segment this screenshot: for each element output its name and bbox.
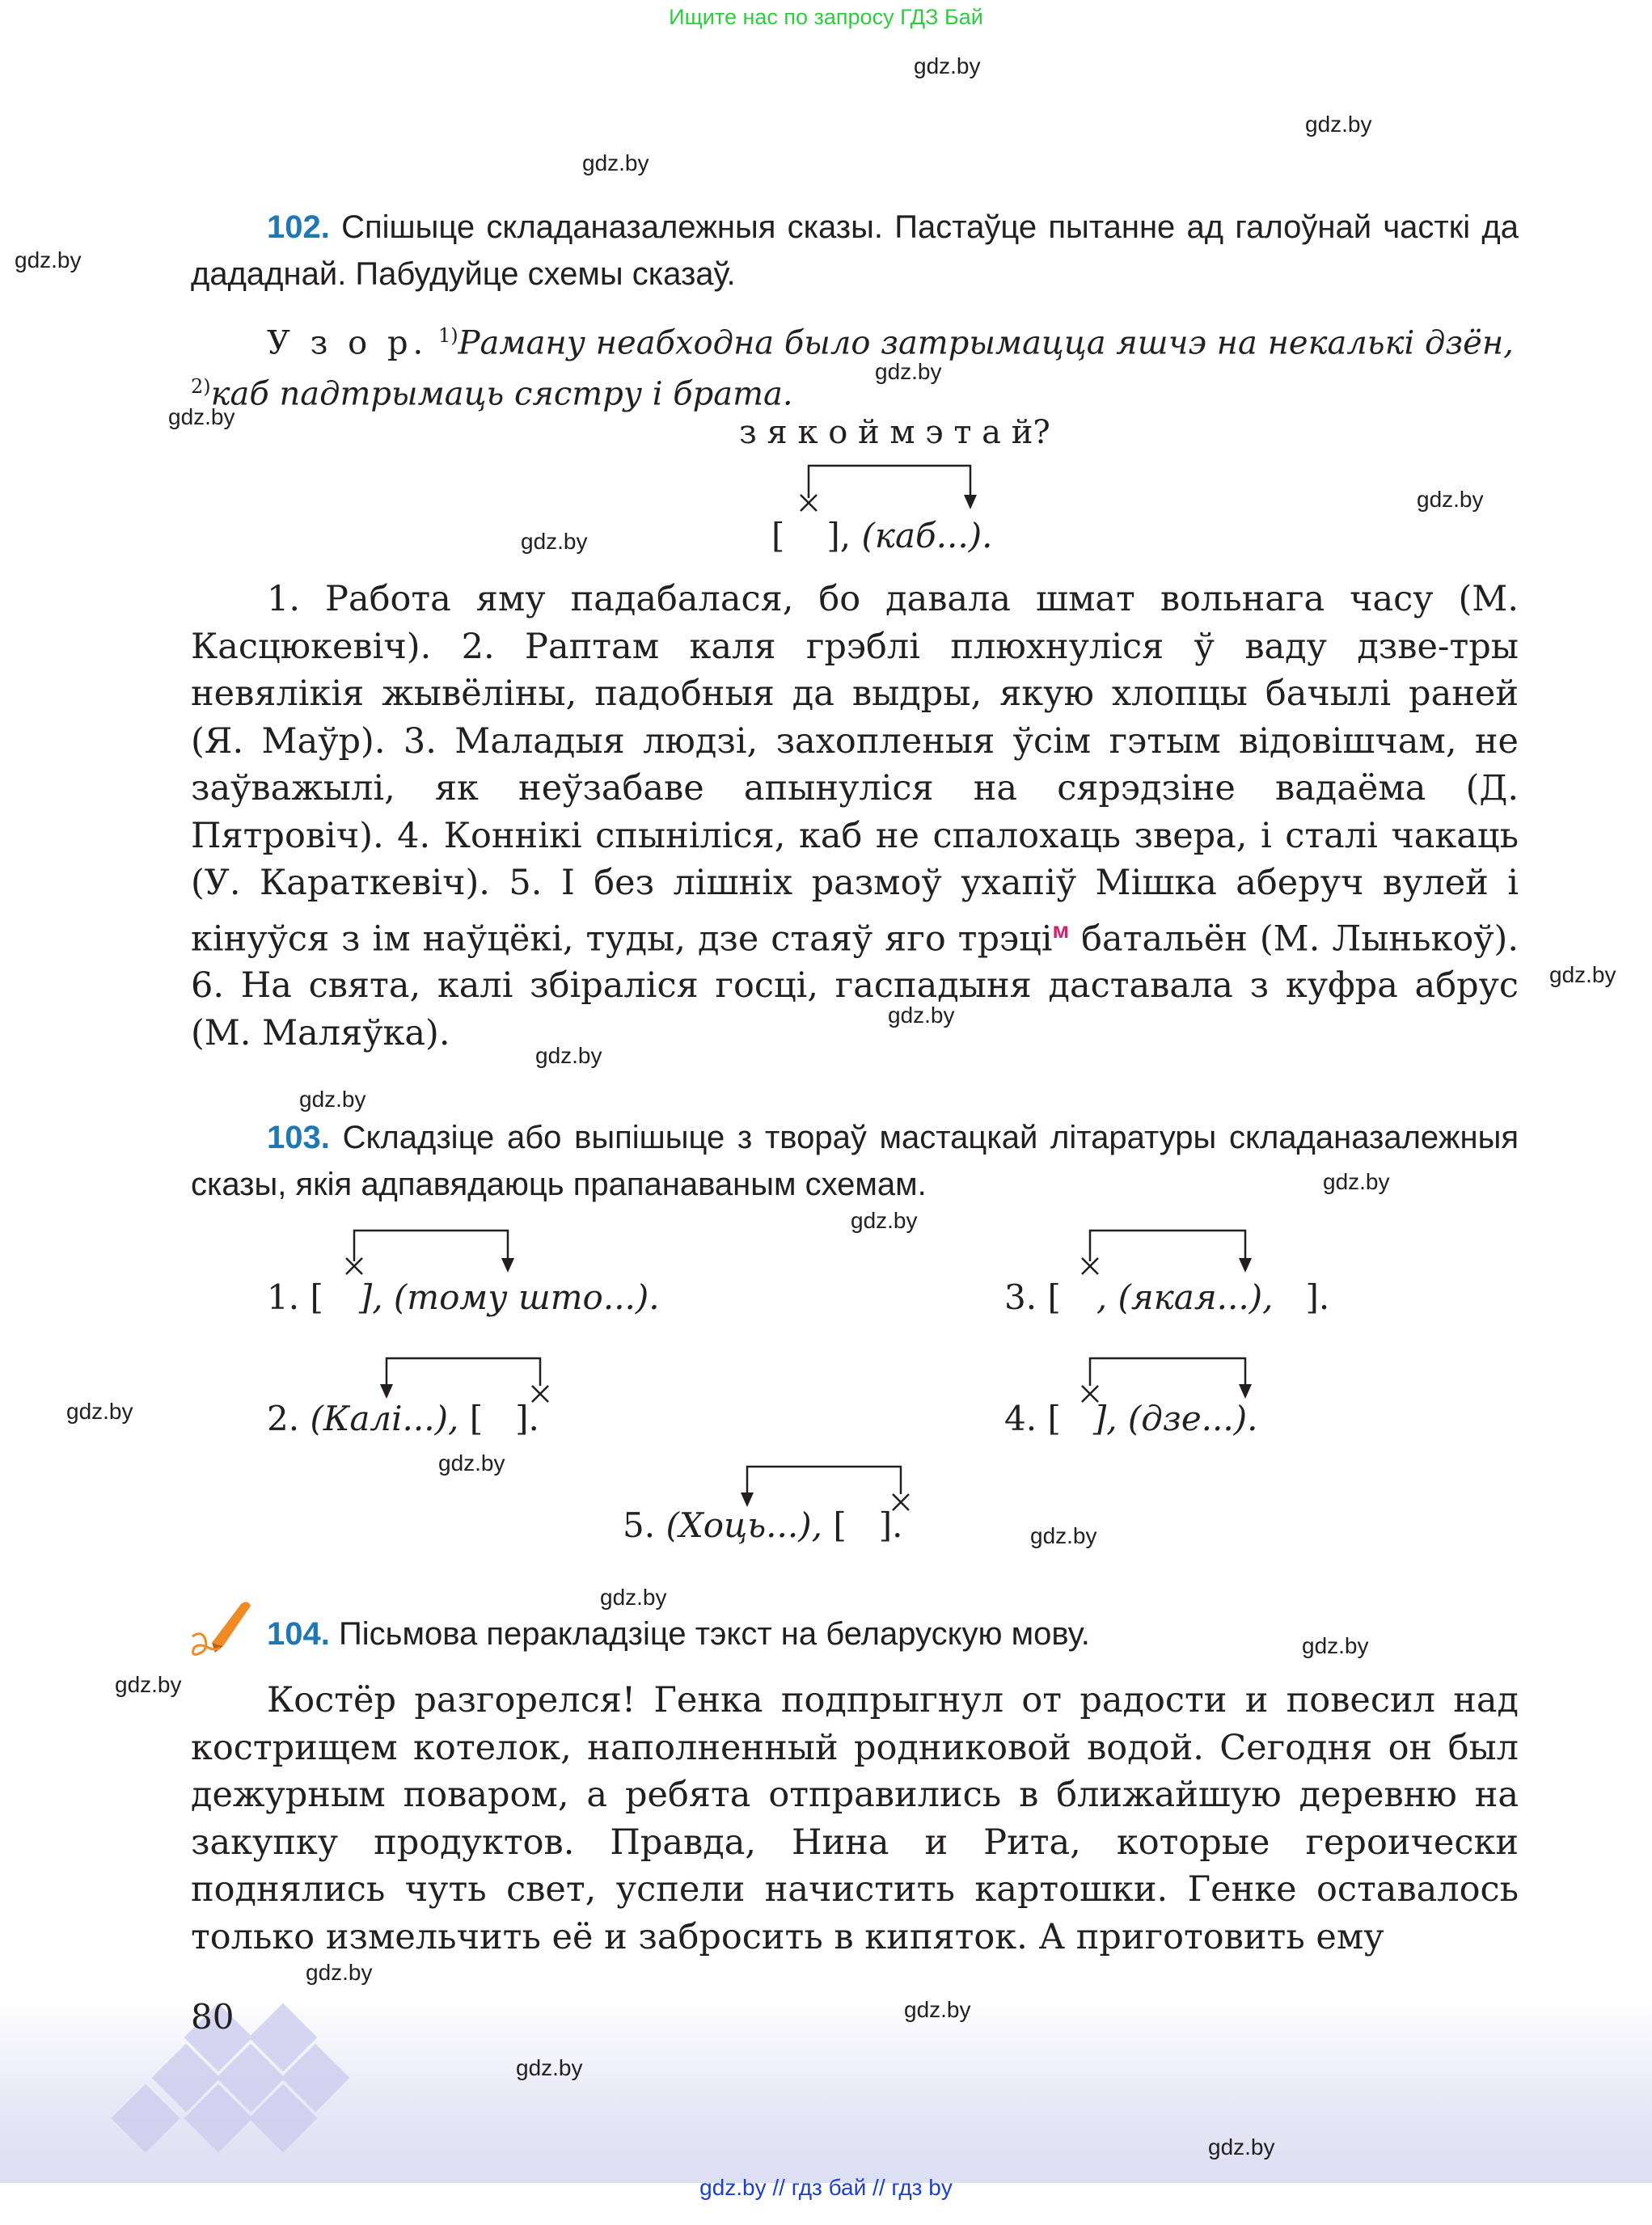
watermark: gdz.by xyxy=(914,53,981,78)
scheme-text: ], (тому што...). xyxy=(358,1277,660,1317)
sentences-text: батальён (М. Лынькоў). 6. На свята, калі збіраліся госці, гаспадыня даставала з куфра абрус (М. Маляўка). xyxy=(191,918,1519,1053)
scheme-bracket: ]. xyxy=(515,1399,539,1438)
scheme-text: , (якая...), xyxy=(1096,1277,1274,1317)
scheme-arrow xyxy=(792,459,987,516)
exercise-number: 104. xyxy=(267,1616,330,1652)
scheme-2 xyxy=(267,1399,539,1438)
scheme-bracket: [ xyxy=(469,1399,484,1438)
watermark: gdz.by xyxy=(1302,1633,1369,1658)
scheme-text: ], (дзе...). xyxy=(1092,1399,1258,1438)
watermark: gdz.by xyxy=(521,529,588,554)
scheme-bracket: [ xyxy=(310,1277,323,1317)
watermark: gdz.by xyxy=(535,1043,602,1068)
exercise-103-task xyxy=(191,1114,1519,1208)
page-number: 80 xyxy=(191,1997,234,2037)
exercise-104-task xyxy=(267,1611,1519,1657)
scheme-5 xyxy=(623,1505,902,1545)
scheme-number: 4. xyxy=(1004,1399,1037,1438)
clause-marker: 2) xyxy=(191,375,211,399)
scheme-1-arrow xyxy=(340,1222,518,1279)
sample-sentence-part: каб падтрымаць сястру і брата. xyxy=(210,375,793,413)
scheme-bracket: ]. xyxy=(878,1505,903,1545)
scheme-text: (Хоць...), xyxy=(665,1505,822,1545)
sample-label: У з о р. xyxy=(267,324,429,362)
watermark: gdz.by xyxy=(1208,2134,1275,2160)
footnote-marker: м xyxy=(1052,917,1070,943)
scheme-number: 3. xyxy=(1004,1277,1037,1317)
watermark: gdz.by xyxy=(15,247,82,272)
sample-sentence-part: Раману неабходна было затрымацца яшчэ на некалькі дзён, xyxy=(458,324,1514,362)
pen-icon xyxy=(188,1598,256,1662)
scheme-number: 1. xyxy=(267,1277,300,1317)
watermark: gdz.by xyxy=(438,1450,505,1476)
diamond-pattern-decoration xyxy=(73,1997,412,2183)
scheme-3-arrow xyxy=(1075,1222,1270,1279)
scheme-bracket: [ xyxy=(1047,1399,1061,1438)
watermark: gdz.by xyxy=(904,1997,971,2022)
watermark: gdz.by xyxy=(582,150,649,175)
exercise-102-sample xyxy=(191,314,1519,416)
scheme-number: 5. xyxy=(623,1505,656,1545)
watermark: gdz.by xyxy=(1305,112,1372,137)
watermark: gdz.by xyxy=(1549,962,1616,987)
task-text: Складзіце або выпішыце з твораў мастацкай літаратуры складаназалежныя сказы, якія адпавядаюць прапанаваным схемам. xyxy=(191,1120,1519,1202)
scheme-4-arrow xyxy=(1075,1347,1270,1405)
sample-scheme xyxy=(771,516,992,555)
watermark: gdz.by xyxy=(1323,1169,1390,1194)
watermark: gdz.by xyxy=(875,359,942,384)
watermark: gdz.by xyxy=(600,1585,667,1610)
scheme-number: 2. xyxy=(267,1399,300,1438)
scheme-bracket: ]. xyxy=(1305,1277,1330,1317)
bottom-links: gdz.by // гдз бай // гдз by xyxy=(699,2175,953,2200)
watermark: gdz.by xyxy=(306,1960,373,1985)
clause-marker: 1) xyxy=(438,324,458,347)
exercise-104-text: Костёр разгорелся! Генка подпрыгнул от радости и повесил над кострищем котелок, наполненный родниковой водой. Сегодня он был дежурным поваром, а ребята отправились в ближайшую деревню на закупку продуктов. Правда, Нина и Рита, которые героически поднялись чуть свет, успели начистить картошки. Генке оставалось только измельчить её и забросить в кипяток. А приготовить ему xyxy=(191,1680,1519,1957)
scheme-4 xyxy=(1004,1399,1257,1438)
task-text: Пісьмова перакладзіце тэкст на беларускую мову. xyxy=(338,1616,1090,1652)
scheme-subordinate: (каб...). xyxy=(861,516,993,555)
scheme-text: (Калі...), xyxy=(310,1399,459,1438)
exercise-number: 103. xyxy=(267,1120,330,1155)
task-text: Спішыце складаназалежныя сказы. Пастаўце пытанне ад галоўнай часткі да дададнай. Пабудуйце схемы сказаў. xyxy=(191,209,1519,292)
watermark: gdz.by xyxy=(299,1087,366,1112)
watermark: gdz.by xyxy=(516,2055,583,2080)
scheme-bracket: ], xyxy=(826,516,851,555)
scheme-bracket: [ xyxy=(1047,1277,1061,1317)
watermark: gdz.by xyxy=(115,1672,182,1697)
watermark: gdz.by xyxy=(851,1208,918,1233)
sentences-text: 1. Работа яму падабалася, бо давала шмат вольнага часу (М. Касцюкевіч). 2. Раптам каля грэблі плюхнуліся ў ваду дзве-тры невялікія жывёліны, падобныя да выдры, якую хлопцы бачылі раней (Я. Маўр). 3. Маладыя людзі, захопленыя ўсім гэтым відовішчам, не заўважылі, як неўзабаве апынуліся на сярэдзіне вадаёма (Д. Пятровіч). 4. Коннікі спыніліся, каб не спалохаць звера, і сталі чакаць (У. Караткевіч). 5. І без лішніх размоў ухапіў Мішка аберуч вулей і кінуўся з ім наўцёкі, туды, дзе стаяў яго трэці xyxy=(191,579,1519,959)
scheme-2-arrow xyxy=(372,1347,558,1405)
top-banner: Ищите нас по запросу ГДЗ Бай xyxy=(669,5,983,29)
watermark: gdz.by xyxy=(66,1399,133,1424)
exercise-number: 102. xyxy=(267,209,330,245)
watermark: gdz.by xyxy=(1030,1523,1097,1548)
watermark: gdz.by xyxy=(168,404,235,429)
scheme-3 xyxy=(1004,1277,1329,1317)
watermark: gdz.by xyxy=(1417,487,1484,512)
scheme-bracket: [ xyxy=(833,1505,847,1545)
scheme-question: з я к о й м э т а й? xyxy=(739,414,1050,451)
exercise-102-sentences xyxy=(191,576,1519,1057)
scheme-bracket: [ xyxy=(771,516,785,555)
exercise-102-task xyxy=(191,204,1519,298)
watermark: gdz.by xyxy=(888,1003,955,1028)
scheme-1 xyxy=(267,1277,660,1317)
